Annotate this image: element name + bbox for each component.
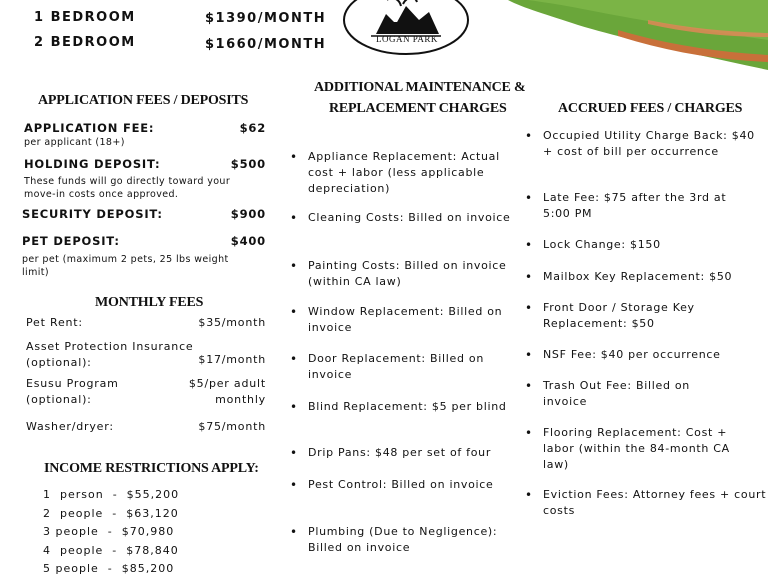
income-row: 2 people - $63,120 [43, 507, 179, 520]
rent-2br-price: $1660/MONTH [205, 37, 327, 52]
rent-1br-label: 1 BEDROOM [34, 10, 136, 25]
rent-2br-label: 2 BEDROOM [34, 35, 136, 50]
list-item: • Appliance Replacement: Actual cost + labor (less applicable depreciation) [290, 149, 518, 197]
maintenance-title-line2: REPLACEMENT CHARGES [329, 101, 507, 116]
list-item: • Drip Pans: $48 per set of four [290, 445, 528, 461]
list-item: • Front Door / Storage Key Replacement: $50 [525, 300, 743, 332]
pet-deposit-note: per pet (maximum 2 pets, 25 lbs weight limit) [22, 254, 229, 278]
list-item: • Painting Costs: Billed on invoice (within CA law) [290, 258, 518, 290]
grass-decoration [468, 0, 768, 70]
list-item: • Pest Control: Billed on invoice [290, 477, 518, 493]
income-title: INCOME RESTRICTIONS APPLY: [44, 461, 259, 476]
asset-protection-row: Asset Protection Insurance (optional): $17/month [26, 340, 266, 369]
income-row: 1 person - $55,200 [43, 488, 180, 501]
logo-text: LOGAN PARK [376, 34, 438, 44]
rent-1br-price: $1390/MONTH [205, 11, 327, 26]
esusu-row: Esusu Program (optional): $5/per adult monthly [26, 377, 266, 406]
income-row: 5 people - $85,200 [43, 562, 175, 575]
list-item: • Occupied Utility Charge Back: $40 + cost of bill per occurrence [525, 128, 758, 160]
income-row: 3 people - $70,980 [43, 525, 175, 538]
list-item: • Trash Out Fee: Billed on invoice [525, 378, 728, 410]
list-item: • Late Fee: $75 after the 3rd at 5:00 PM [525, 190, 758, 222]
list-item: • Window Replacement: Billed on invoice [290, 304, 518, 336]
holding-deposit-note: These funds will go directly toward your move-in costs once approved. [24, 176, 231, 200]
list-item: • Flooring Replacement: Cost + labor (within the 84-month CA law) [525, 425, 758, 473]
pet-rent-row: Pet Rent: $35/month [26, 316, 266, 329]
list-item: • NSF Fee: $40 per occurrence [525, 347, 758, 363]
application-fee-row: APPLICATION FEE: $62 [24, 121, 266, 135]
application-title: APPLICATION FEES / DEPOSITS [38, 93, 249, 108]
monthly-title: MONTHLY FEES [95, 295, 204, 310]
maintenance-title-line1: ADDITIONAL MAINTENANCE & [314, 80, 526, 95]
list-item: • Door Replacement: Billed on invoice [290, 351, 518, 383]
list-item: • Blind Replacement: $5 per blind [290, 399, 518, 415]
accrued-title: ACCRUED FEES / CHARGES [558, 101, 743, 116]
pet-deposit-row: PET DEPOSIT: $400 [22, 234, 266, 248]
security-deposit-row: SECURITY DEPOSIT: $900 [22, 207, 266, 221]
holding-deposit-row: HOLDING DEPOSIT: $500 [24, 157, 266, 171]
list-item: • Cleaning Costs: Billed on invoice [290, 210, 518, 226]
income-row: 4 people - $78,840 [43, 544, 179, 557]
list-item: • Plumbing (Due to Negligence): Billed on invoice [290, 524, 528, 556]
washer-dryer-row: Washer/dryer: $75/month [26, 420, 266, 433]
list-item: • Mailbox Key Replacement: $50 [525, 269, 768, 285]
list-item: • Eviction Fees: Attorney fees + court costs [525, 487, 768, 519]
logan-park-logo [341, 0, 471, 56]
application-fee-note: per applicant (18+) [24, 137, 125, 148]
list-item: • Lock Change: $150 [525, 237, 758, 253]
